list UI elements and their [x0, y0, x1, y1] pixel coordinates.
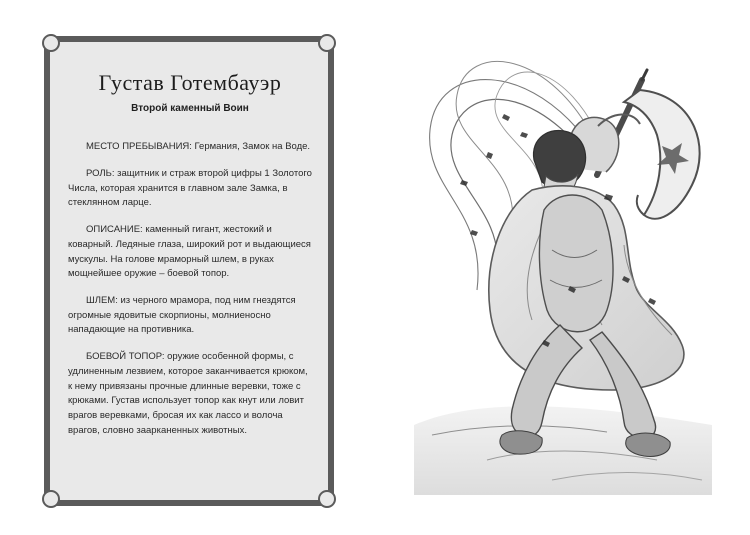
paragraph-description: ОПИСАНИЕ: каменный гигант, жестокий и коварный. Ледяные глаза, широкий рот и выдающиеся мускулы. На голове мраморный шлем, в руках мощнейшее оружие – боевой топор.	[68, 224, 311, 280]
character-name: Густав Готембауэр	[98, 70, 282, 95]
paragraph-helmet: ШЛЕМ: из черного мрамора, под ним гнездятся огромные ядовитые скорпионы, молниеносно нападающие на противника.	[68, 295, 296, 336]
card-corner-ornament	[318, 490, 336, 508]
card-corner-ornament	[42, 490, 60, 508]
character-subtitle: Второй каменный Воин	[131, 103, 249, 115]
paragraph-battle-axe: БОЕВОЙ ТОПОР: оружие особенной формы, с удлиненным лезвием, которое заканчивается крюком, к нему привязаны прочные длинные веревки, тоже с крюками. Густав использует топор как кнут или ловит врагов веревками, бросая их как лассо и волоча врагов, словно заарканенных животных.	[68, 351, 308, 436]
character-card-inner	[50, 42, 328, 500]
character-description	[68, 140, 312, 438]
paragraph-role: РОЛЬ: защитник и страж второй цифры 1 Золотого Числа, которая хранится в главном зале Замка, в стеклянном ларце.	[68, 168, 312, 209]
card-corner-ornament	[42, 34, 60, 52]
paragraph-location: МЕСТО ПРЕБЫВАНИЯ: Германия, Замок на Воде.	[86, 141, 311, 153]
warrior-illustration	[392, 40, 722, 495]
character-card	[44, 36, 334, 506]
card-corner-ornament	[318, 34, 336, 52]
